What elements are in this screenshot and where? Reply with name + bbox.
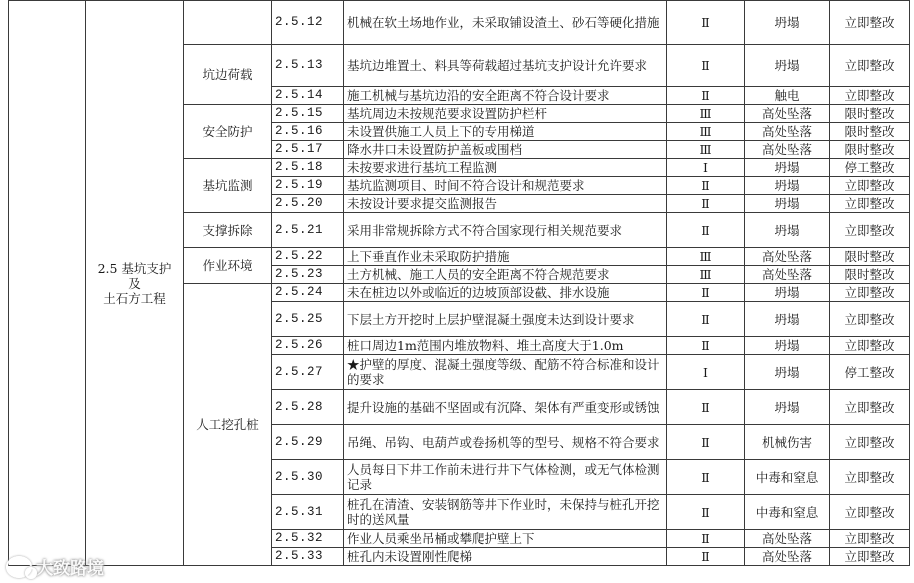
- row-code: 2.5.19: [272, 177, 344, 195]
- row-action: 立即整改: [830, 213, 910, 248]
- row-action: 立即整改: [830, 1, 910, 45]
- row-desc: 基坑边堆置土、料具等荷载超过基坑支护设计允许要求: [344, 45, 667, 87]
- row-accident: 高处坠落: [745, 530, 830, 548]
- watermark-text: 大致路境: [36, 559, 104, 579]
- row-code: 2.5.26: [272, 337, 344, 355]
- row-action: 立即整改: [830, 87, 910, 105]
- row-accident: 高处坠落: [745, 548, 830, 566]
- row-action: 立即整改: [830, 548, 910, 566]
- row-accident: 坍塌: [745, 159, 830, 177]
- row-code: 2.5.30: [272, 460, 344, 495]
- row-action: 立即整改: [830, 45, 910, 87]
- row-code: 2.5.22: [272, 248, 344, 266]
- row-level: Ⅲ: [667, 266, 745, 284]
- row-action: 立即整改: [830, 177, 910, 195]
- row-accident: 坍塌: [745, 213, 830, 248]
- row-desc: 作业人员乘坐吊桶或攀爬护壁上下: [344, 530, 667, 548]
- row-code: 2.5.13: [272, 45, 344, 87]
- row-code: 2.5.16: [272, 123, 344, 141]
- row-action: 停工整改: [830, 355, 910, 390]
- row-desc: 施工机械与基坑边沿的安全距离不符合设计要求: [344, 87, 667, 105]
- row-desc: 提升设施的基础不坚固或有沉降、架体有严重变形或锈蚀: [344, 390, 667, 425]
- row-desc: 桩孔在清渣、安装钢筋等井下作业时，未保持与桩孔开挖时的送风量: [344, 495, 667, 530]
- row-level: Ⅱ: [667, 390, 745, 425]
- row-action: 立即整改: [830, 495, 910, 530]
- section-title: 2.5 基坑支护 及 土石方工程: [86, 1, 184, 566]
- subcategory-cell: [184, 1, 272, 45]
- row-desc: 降水井口未设置防护盖板或围档: [344, 141, 667, 159]
- row-code: 2.5.12: [272, 1, 344, 45]
- row-desc: 土方机械、施工人员的安全距离不符合规范要求: [344, 266, 667, 284]
- row-level: Ⅰ: [667, 355, 745, 390]
- row-code: 2.5.33: [272, 548, 344, 566]
- row-accident: 高处坠落: [745, 266, 830, 284]
- row-desc: 上下垂直作业未采取防护措施: [344, 248, 667, 266]
- row-accident: 坍塌: [745, 302, 830, 337]
- row-level: Ⅱ: [667, 495, 745, 530]
- watermark: [6, 554, 104, 579]
- chat-bubble-icon: [6, 556, 32, 578]
- row-action: 立即整改: [830, 302, 910, 337]
- row-accident: 坍塌: [745, 195, 830, 213]
- row-level: Ⅱ: [667, 284, 745, 302]
- row-level: Ⅱ: [667, 1, 745, 45]
- row-action: 立即整改: [830, 425, 910, 460]
- row-accident: 坍塌: [745, 1, 830, 45]
- row-accident: 坍塌: [745, 177, 830, 195]
- row-desc: 基坑监测项目、时间不符合设计和规范要求: [344, 177, 667, 195]
- row-level: Ⅰ: [667, 159, 745, 177]
- row-accident: 触电: [745, 87, 830, 105]
- row-accident: 中毒和窒息: [745, 495, 830, 530]
- table-row: [9, 1, 910, 45]
- subcategory-work-env: 作业环境: [184, 248, 272, 284]
- row-desc: 未在桩边以外或临近的边坡顶部设截、排水设施: [344, 284, 667, 302]
- row-level: Ⅱ: [667, 337, 745, 355]
- row-desc: 未按要求进行基坑工程监测: [344, 159, 667, 177]
- row-level: Ⅲ: [667, 141, 745, 159]
- row-action: 立即整改: [830, 337, 910, 355]
- row-level: Ⅱ: [667, 213, 745, 248]
- row-code: 2.5.18: [272, 159, 344, 177]
- row-accident: 中毒和窒息: [745, 460, 830, 495]
- row-code: 2.5.28: [272, 390, 344, 425]
- row-code: 2.5.27: [272, 355, 344, 390]
- row-action: 限时整改: [830, 266, 910, 284]
- row-code: 2.5.21: [272, 213, 344, 248]
- row-level: Ⅲ: [667, 105, 745, 123]
- row-desc: 基坑周边未按规范要求设置防护栏杆: [344, 105, 667, 123]
- row-accident: 坍塌: [745, 284, 830, 302]
- row-accident: 坍塌: [745, 337, 830, 355]
- row-level: Ⅱ: [667, 195, 745, 213]
- subcategory-support-removal: 支撑拆除: [184, 213, 272, 248]
- row-level: Ⅱ: [667, 177, 745, 195]
- row-level: Ⅲ: [667, 248, 745, 266]
- row-accident: 高处坠落: [745, 105, 830, 123]
- subcategory-monitoring: 基坑监测: [184, 159, 272, 213]
- row-desc: 下层土方开挖时上层护壁混凝土强度未达到设计要求: [344, 302, 667, 337]
- row-action: 立即整改: [830, 195, 910, 213]
- row-desc: 机械在软土场地作业，未采取铺设渣土、砂石等硬化措施: [344, 1, 667, 45]
- row-action: 限时整改: [830, 105, 910, 123]
- row-accident: 机械伤害: [745, 425, 830, 460]
- row-desc: 未按设计要求提交监测报告: [344, 195, 667, 213]
- row-code: 2.5.17: [272, 141, 344, 159]
- row-desc: 未设置供施工人员上下的专用梯道: [344, 123, 667, 141]
- subcategory-manual-pile: 人工挖孔桩: [184, 284, 272, 566]
- row-accident: 高处坠落: [745, 248, 830, 266]
- row-code: 2.5.23: [272, 266, 344, 284]
- row-level: Ⅱ: [667, 548, 745, 566]
- row-action: 立即整改: [830, 530, 910, 548]
- row-accident: 坍塌: [745, 355, 830, 390]
- row-desc: 吊绳、吊钩、电葫芦或卷扬机等的型号、规格不符合要求: [344, 425, 667, 460]
- row-level: Ⅱ: [667, 87, 745, 105]
- row-desc: 人员每日下井工作前未进行井下气体检测，或无气体检测记录: [344, 460, 667, 495]
- row-level: Ⅱ: [667, 425, 745, 460]
- row-desc: 桩孔内未设置刚性爬梯: [344, 548, 667, 566]
- row-code: 2.5.29: [272, 425, 344, 460]
- row-action: 限时整改: [830, 123, 910, 141]
- row-action: 立即整改: [830, 390, 910, 425]
- row-action: 停工整改: [830, 159, 910, 177]
- row-desc: 采用非常规拆除方式不符合国家现行相关规范要求: [344, 213, 667, 248]
- row-code: 2.5.20: [272, 195, 344, 213]
- row-level: Ⅱ: [667, 45, 745, 87]
- row-code: 2.5.15: [272, 105, 344, 123]
- row-desc: ★护壁的厚度、混凝土强度等级、配筋不符合标准和设计的要求: [344, 355, 667, 390]
- row-action: 立即整改: [830, 460, 910, 495]
- subcategory-edge-load: 坑边荷载: [184, 45, 272, 105]
- left-margin-cell: [9, 1, 86, 566]
- row-desc: 桩口周边1m范围内堆放物料、堆土高度大于1.0m: [344, 337, 667, 355]
- row-code: 2.5.31: [272, 495, 344, 530]
- row-accident: 高处坠落: [745, 141, 830, 159]
- row-level: Ⅱ: [667, 530, 745, 548]
- subcategory-safety: 安全防护: [184, 105, 272, 159]
- row-accident: 坍塌: [745, 390, 830, 425]
- row-level: Ⅱ: [667, 460, 745, 495]
- row-action: 限时整改: [830, 248, 910, 266]
- row-level: Ⅱ: [667, 302, 745, 337]
- hazard-table: [8, 0, 910, 566]
- row-code: 2.5.14: [272, 87, 344, 105]
- row-action: 限时整改: [830, 141, 910, 159]
- row-accident: 高处坠落: [745, 123, 830, 141]
- row-accident: 坍塌: [745, 45, 830, 87]
- row-code: 2.5.32: [272, 530, 344, 548]
- row-code: 2.5.24: [272, 284, 344, 302]
- row-action: 立即整改: [830, 284, 910, 302]
- row-code: 2.5.25: [272, 302, 344, 337]
- row-level: Ⅲ: [667, 123, 745, 141]
